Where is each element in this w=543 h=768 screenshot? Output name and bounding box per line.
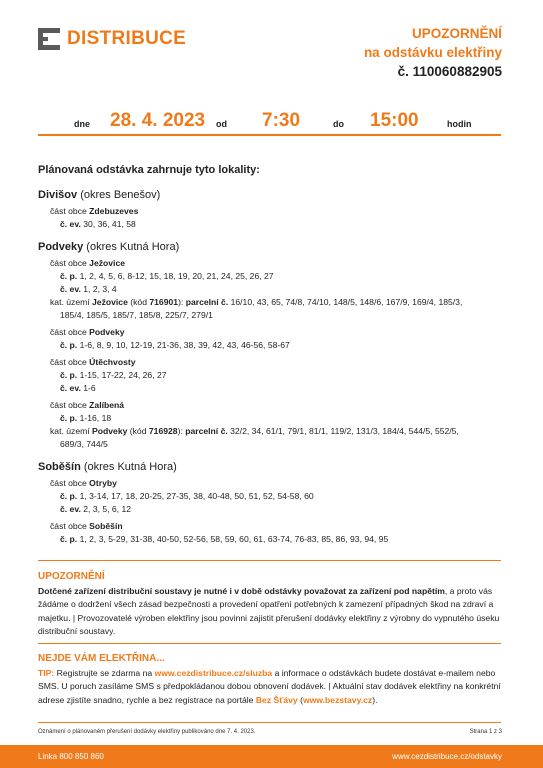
divider bbox=[38, 643, 501, 644]
town-sobesin: Soběšín (okres Kutná Hora) bbox=[38, 461, 177, 473]
parcel-cont: 185/4, 185/5, 185/7, 185/8, 225/7, 279/1 bbox=[60, 310, 213, 320]
info-text: TIP: Registrujte se zdarma na www.cezdistribuce.cz/sluzba a informace o odstávkách budete dostávat e-mailem nebo SMS. U poruch zasíláme SMS s předpokládanou dobou obnovení dodávek. | Aktuální stav dodávek elektřiny na konkrétní adrese zjistíte snadno, rychle a bez registrace na portále Bez Šťávy (www.bezstavy.cz). bbox=[38, 668, 501, 705]
parcel-cont: 689/3, 744/5 bbox=[60, 439, 108, 449]
cez-logo bbox=[38, 28, 186, 50]
brand-name: DISTRIBUCE bbox=[67, 28, 187, 49]
time-from: 7:30 bbox=[262, 110, 301, 131]
p-list: č. p. 1, 2, 4, 5, 6, 8-12, 15, 18, 19, 20, 21, 24, 25, 26, 27 bbox=[60, 271, 274, 281]
date-row bbox=[38, 106, 501, 136]
ev-list: č. ev. 30, 36, 41, 58 bbox=[60, 219, 136, 229]
link-sluzba[interactable]: www.cezdistribuce.cz/sluzba bbox=[154, 668, 273, 679]
time-to: 15:00 bbox=[370, 110, 419, 131]
part-zalibena: část obce Zalíbená bbox=[50, 400, 125, 410]
town-divisov: Divišov (okres Benešov) bbox=[38, 189, 161, 201]
part-utechvosty: část obce Útěchvosty bbox=[50, 357, 136, 367]
notice-subtitle: na odstávku elektřiny bbox=[363, 45, 502, 60]
footer-bar bbox=[0, 745, 543, 768]
warning-box bbox=[38, 570, 508, 638]
p-list: č. p. 1-6, 8, 9, 10, 12-19, 21-36, 38, 39, 42, 43, 46-56, 58-67 bbox=[60, 340, 290, 350]
p-list: č. p. 1-16, 18 bbox=[60, 413, 112, 423]
page-number: Strana 1 z 3 bbox=[469, 729, 502, 735]
notice-title: UPOZORNĚNÍ bbox=[411, 26, 502, 41]
ev-list: č. ev. 2, 3, 5, 6, 12 bbox=[60, 504, 132, 514]
town-podveky: Podveky (okres Kutná Hora) bbox=[38, 241, 180, 253]
warning-text: Dotčené zařízení distribuční soustavy je nutné i v době odstávky považovat za zařízení pod napětím, a proto vás žádáme o dodržení všech zásad bezpečnosti a provedení opatření potřebných k zamezení případných škod na zdraví a majetku. | Provozovatelé výroben elektřiny jsou povinni zajistit přerušení dodávky elektřiny z výrobny do vypnutého úseku distribuční soustavy. bbox=[38, 586, 500, 636]
p-list: č. p. 1-15, 17-22, 24, 26, 27 bbox=[60, 370, 167, 380]
part-podveky: část obce Podveky bbox=[50, 327, 125, 337]
link-bezstavy-url[interactable]: www.bezstavy.cz bbox=[302, 694, 373, 705]
part-zdebuzeves: část obce Zdebuzeves bbox=[50, 206, 139, 216]
ev-list: č. ev. 1-6 bbox=[60, 383, 96, 393]
hotline: Linka 800 850 860 bbox=[38, 752, 104, 761]
footer-url[interactable]: www.cezdistribuce.cz/odstavky bbox=[392, 752, 502, 761]
link-bez-stavy[interactable]: Bez Šťávy bbox=[255, 694, 298, 705]
part-jezovice: část obce Ježovice bbox=[50, 258, 126, 268]
do-label: do bbox=[333, 119, 344, 129]
od-label: od bbox=[216, 119, 227, 129]
warning-title: UPOZORNĚNÍ bbox=[38, 571, 105, 582]
notice-number: č. 110060882905 bbox=[397, 64, 502, 79]
part-sobesin: část obce Soběšín bbox=[50, 521, 123, 531]
divider bbox=[38, 560, 501, 561]
p-list: č. p. 1, 2, 3, 5-29, 31-38, 40-50, 52-56, 58, 59, 60, 61, 63-74, 76-83, 85, 86, 93, 94, 95 bbox=[60, 534, 389, 544]
cez-logo-icon bbox=[38, 28, 60, 50]
part-otryby: část obce Otryby bbox=[50, 478, 117, 488]
info-box bbox=[38, 652, 508, 707]
publication-note: Oznámení o plánovaném přerušení dodávky elektřiny publikováno dne 7. 4. 2023. bbox=[38, 729, 256, 735]
intro-heading: Plánovaná odstávka zahrnuje tyto lokality: bbox=[38, 164, 260, 176]
ev-list: č. ev. 1, 2, 3, 4 bbox=[60, 284, 117, 294]
kat-podveky: kat. území Podveky (kód 716928): parcelní č. 32/2, 34, 61/1, 79/1, 81/1, 119/2, 131/3, 184/4, 544/5, 552/5, bbox=[50, 426, 459, 436]
notice-header bbox=[364, 24, 502, 81]
divider bbox=[38, 722, 501, 723]
info-title: NEJDE VÁM ELEKTŘINA... bbox=[38, 653, 165, 664]
hodin-label: hodin bbox=[447, 119, 472, 129]
kat-jezovice: kat. území Ježovice (kód 716901): parcelní č. 16/10, 43, 65, 74/8, 74/10, 148/5, 148/6, 167/9, 169/4, 185/3, bbox=[50, 297, 463, 307]
dne-label: dne bbox=[74, 119, 91, 129]
locations-list bbox=[38, 164, 508, 546]
outage-date: 28. 4. 2023 bbox=[110, 110, 206, 131]
p-list: č. p. 1, 3-14, 17, 18, 20-25, 27-35, 38, 40-48, 50, 51, 52, 54-58, 60 bbox=[60, 491, 314, 501]
